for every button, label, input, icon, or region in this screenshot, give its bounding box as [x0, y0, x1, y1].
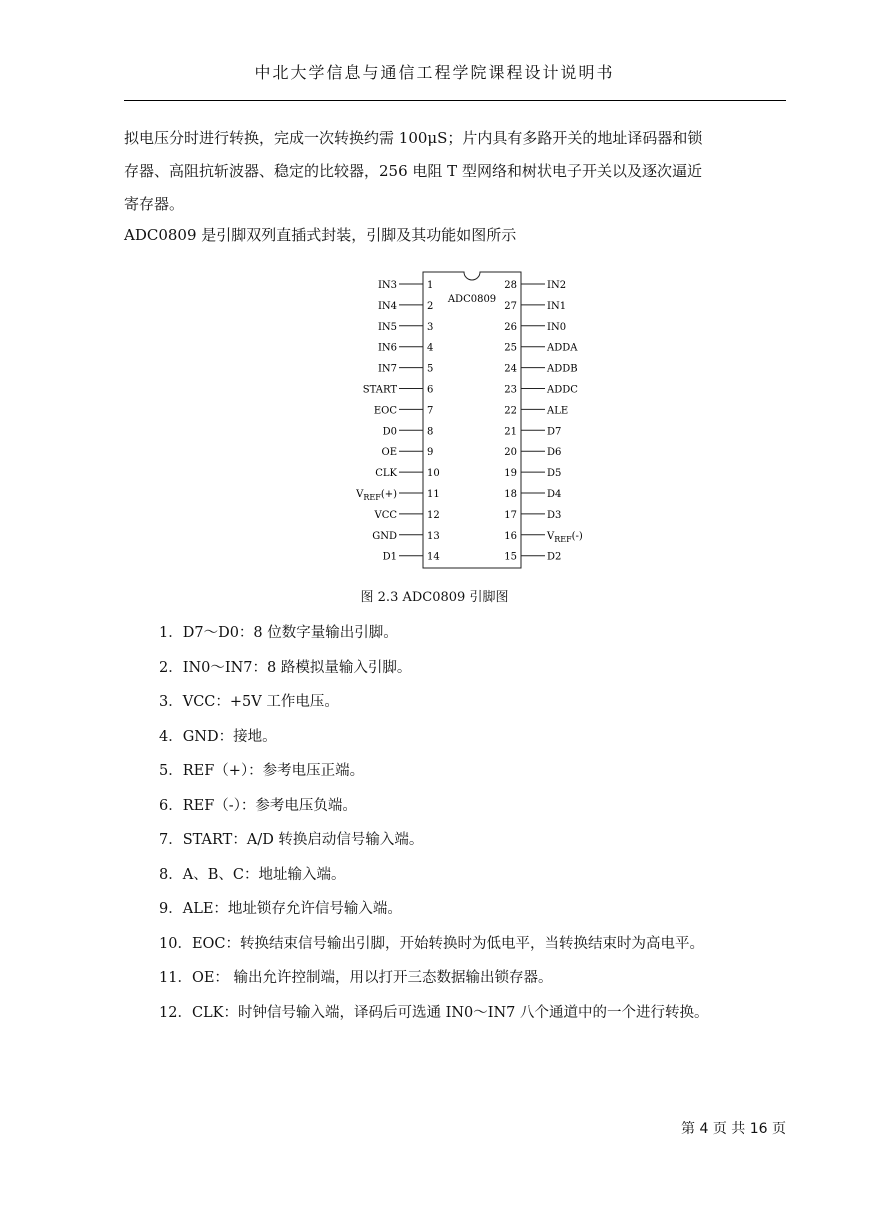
header-divider	[124, 100, 786, 101]
pin-17-label: D3	[547, 509, 562, 521]
list-item: 12．CLK：时钟信号输入端，译码后可选通 IN0～IN7 八个通道中的一个进行转换。	[159, 1004, 709, 1021]
pin-21-number: 21	[504, 426, 517, 438]
pin-13-label: GND	[372, 530, 397, 542]
pin-7-label: EOC	[373, 405, 397, 417]
pin-14-label: D1	[382, 551, 397, 563]
pin-21-label: D7	[547, 426, 562, 438]
pin-25-label: ADDA	[547, 342, 578, 354]
pin-4-label: IN6	[377, 342, 397, 354]
body-paragraph	[124, 122, 788, 252]
pin-6-label: START	[362, 384, 397, 396]
pin-function-list	[159, 616, 859, 1030]
pin-10-number: 10	[427, 468, 440, 480]
pin-26-number: 26	[504, 321, 517, 333]
pin-15-number: 15	[504, 551, 517, 563]
pin-8-label: D0	[382, 426, 397, 438]
pin-12-label: VCC	[374, 509, 397, 521]
pin-24-number: 24	[504, 363, 517, 375]
pin-5-label: IN7	[377, 363, 397, 375]
pin-1-number: 1	[427, 280, 434, 291]
paragraph-line: 存器、高阻抗斩波器、稳定的比较器，256 电阻 T 型网络和树状电子开关以及逐次逼近	[124, 162, 702, 180]
pin-18-number: 18	[504, 489, 517, 500]
pin-19-label: D5	[547, 468, 562, 480]
pin-1-label: IN3	[377, 280, 397, 291]
pin-22-number: 22	[504, 405, 517, 417]
pin-8-number: 8	[427, 426, 434, 438]
list-item: 7．START：A/D 转换启动信号输入端。	[159, 832, 424, 848]
pin-11-number: 11	[427, 489, 440, 500]
pin-20-number: 20	[504, 447, 517, 459]
paragraph-line: 寄存器。	[124, 195, 185, 213]
list-item: 2．IN0～IN7：8 路模拟量输入引脚。	[159, 659, 412, 676]
pin-3-label: IN5	[377, 321, 397, 333]
pin-16-number: 16	[504, 530, 517, 542]
page-footer: 第 4 页 共 16 页	[681, 1121, 786, 1137]
pin-28-number: 28	[504, 280, 517, 291]
pin-6-number: 6	[427, 384, 434, 396]
list-item: 1．D7～D0：8 位数字量输出引脚。	[159, 625, 398, 641]
adc0809-pinout-figure	[345, 268, 610, 578]
pin-12-number: 12	[427, 509, 440, 521]
pin-2-label: IN4	[377, 300, 397, 312]
pin-9-number: 9	[427, 447, 434, 459]
pin-9-label: OE	[381, 447, 397, 459]
pin-17-number: 17	[504, 509, 517, 521]
page-header-title: 中北大学信息与通信工程学院课程设计说明书	[254, 63, 615, 82]
pin-13-number: 13	[427, 530, 440, 542]
paragraph-line: 拟电压分时进行转换，完成一次转换约需 100μS；片内具有多路开关的地址译码器和锁	[124, 129, 703, 147]
list-item: 8．A、B、C：地址输入端。	[159, 866, 346, 883]
pin-14-number: 14	[427, 551, 440, 563]
pin-27-label: IN1	[547, 300, 567, 312]
chip-body	[423, 272, 521, 568]
pin-7-number: 7	[427, 405, 434, 417]
list-item: 11．OE： 输出允许控制端，用以打开三态数据输出锁存器。	[159, 970, 553, 986]
pin-19-number: 19	[504, 468, 517, 480]
pin-10-label: CLK	[375, 468, 397, 480]
figure-caption: 图 2.3 ADC0809 引脚图	[360, 590, 509, 605]
pin-27-number: 27	[504, 300, 517, 312]
list-item: 3．VCC：+5V 工作电压。	[159, 694, 339, 710]
chip-name: ADC0809	[447, 294, 497, 305]
pin-23-number: 23	[504, 384, 517, 396]
pin-3-number: 3	[427, 321, 434, 333]
pin-24-label: ADDB	[547, 363, 578, 375]
pin-2-number: 2	[427, 300, 434, 312]
pin-20-label: D6	[547, 447, 562, 459]
pin-11-label: $V_{REF}(+)$	[356, 489, 397, 502]
list-item: 10．EOC：转换结束信号输出引脚，开始转换时为低电平，当转换结束时为高电平。	[159, 935, 705, 952]
pin-23-label: ADDC	[547, 384, 578, 396]
pin-26-label: IN0	[547, 321, 567, 333]
intro-line: ADC0809 是引脚双列直插式封装，引脚及其功能如图所示	[124, 226, 517, 244]
pin-5-number: 5	[427, 363, 434, 375]
pin-18-label: D4	[547, 489, 562, 500]
list-item: 6．REF（-）：参考电压负端。	[159, 797, 357, 814]
pin-25-number: 25	[504, 342, 517, 354]
pin-22-label: ALE	[547, 405, 569, 417]
pin-4-number: 4	[427, 342, 434, 354]
pinout-diagram	[345, 268, 610, 578]
list-item: 5．REF（+）：参考电压正端。	[159, 763, 365, 779]
list-item: 4．GND：接地。	[159, 728, 277, 745]
list-item: 9．ALE：地址锁存允许信号输入端。	[159, 901, 402, 917]
pin-16-label: $V_{REF}(-)$	[547, 530, 583, 544]
pin-28-label: IN2	[547, 280, 567, 291]
pin-15-label: D2	[547, 551, 562, 563]
